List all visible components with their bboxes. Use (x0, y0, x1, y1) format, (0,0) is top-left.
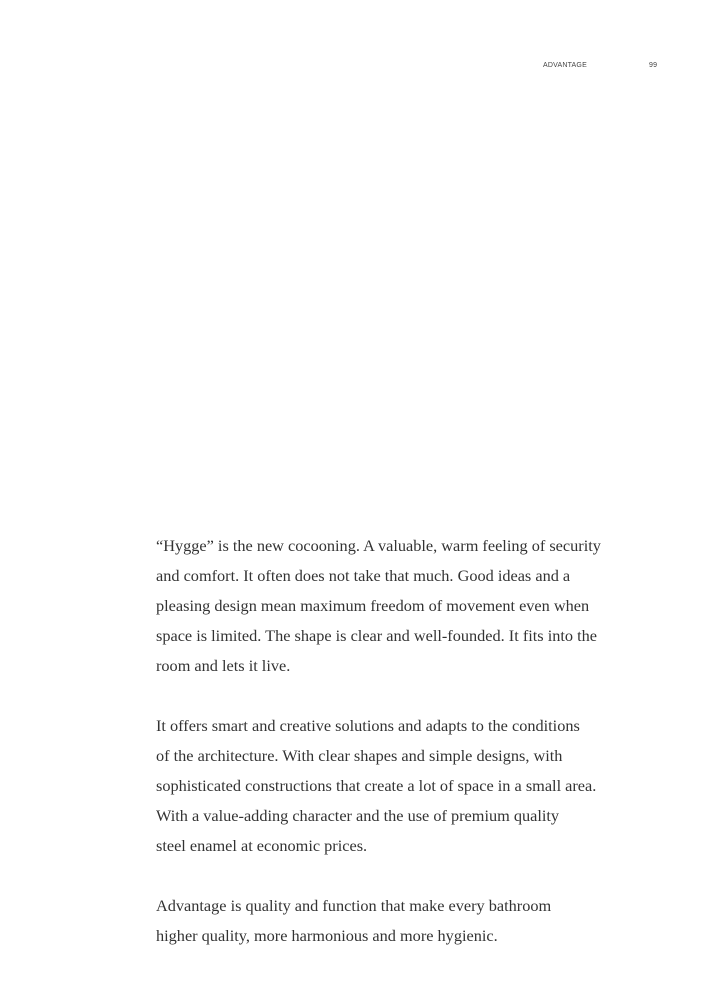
section-title: ADVANTAGE (543, 62, 587, 69)
text-line: room and lets it live. (156, 656, 291, 675)
text-line: pleasing design mean maximum freedom of movement even when (156, 596, 590, 615)
paragraph-hygge (156, 531, 646, 681)
text-line: space is limited. The shape is clear and well-founded. It fits into the (156, 626, 597, 645)
text-line: It offers smart and creative solutions and adapts to the conditions (156, 716, 580, 735)
text-line: Advantage is quality and function that make every bathroom (156, 896, 552, 915)
text-line: “Hygge” is the new cocooning. A valuable, warm feeling of security (156, 536, 601, 555)
body-text (156, 531, 646, 981)
text-line: With a value-adding character and the use of premium quality (156, 806, 560, 825)
page-number: 99 (649, 62, 658, 69)
paragraph-solutions (156, 711, 646, 861)
running-header (543, 62, 657, 74)
text-line: and comfort. It often does not take that much. Good ideas and a (156, 566, 571, 585)
text-line: sophisticated constructions that create a lot of space in a small area. (156, 776, 597, 795)
paragraph-quality (156, 891, 646, 951)
text-line: steel enamel at economic prices. (156, 836, 368, 855)
text-line: of the architecture. With clear shapes and simple designs, with (156, 746, 563, 765)
text-line: higher quality, more harmonious and more hygienic. (156, 926, 498, 945)
